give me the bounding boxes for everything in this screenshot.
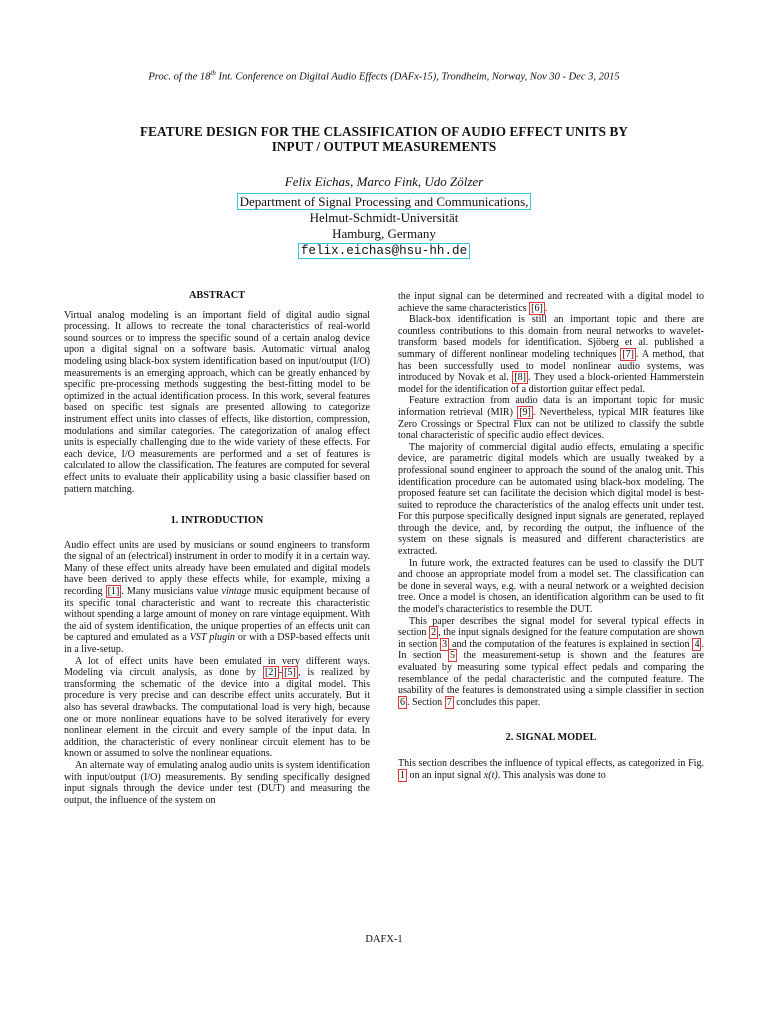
right-paragraph-0: the input signal can be determined and recreated with a digital model to achieve the same characteristics [6] . xyxy=(398,291,704,314)
citation-link[interactable]: [8] xyxy=(514,372,526,384)
header-text: Proc. of the 18 xyxy=(148,71,211,83)
right-paragraph-5: This paper describes the signal model for several typical effects in section 2 , the input signals designed for the feature computation are shown in section 3 and the computation of the features is explained in section 4 . In section 5 the measurement-setup is shown and the features are evaluated by measuring some typical effect pedals and comparing the resemblance of the pedal characteristic and the computed feature. The usability of the features is demonstrated using a simple classifier in section 6 . Section 7 concludes this paper. xyxy=(398,615,704,708)
right-paragraph-2: Feature extraction from audio data is an important topic for music information retrieval (MIR) [9] . Nevertheless, typical MIR features like Zero Crossings or Spectral Flux can not be utilized to classify the subtle tonal characteristic of specific audio effect devices. xyxy=(398,395,705,442)
title-line-1: FEATURE DESIGN FOR THE CLASSIFICATION OF AUDIO EFFECT UNITS BY xyxy=(140,124,628,139)
section-link[interactable]: 4 xyxy=(694,638,700,650)
department-link[interactable]: Department of Signal Processing and Communications, xyxy=(237,193,532,210)
section-link[interactable]: 3 xyxy=(442,638,448,650)
introduction-heading: 1. INTRODUCTION xyxy=(170,515,264,527)
citation-link[interactable]: [7] xyxy=(622,348,634,360)
intro-paragraph-1: Audio effect units are used by musicians or sound engineers to transform the signal of an (electrical) instrument in order to modify it in a certain way. Many of these effect units already have been emulated and digital models have been derived to apply these effects while, for example, mixing a recording [1] . Many musicians value vintage music equipment because of its specific tonal characteristic and want to recreate this characteristic without spending a large amount of money on rare vintage equipment. With the aid of system identification, the unique properties of an effects unit can be captured and emulated as a VST plugin or with a DSP-based effects unit in a live-setup. xyxy=(64,539,370,656)
abstract-heading: ABSTRACT xyxy=(188,290,246,301)
signal-model-paragraph: This section describes the influence of typical effects, as categorized in Fig. 1 on an input signal x(t). This analysis was done to xyxy=(398,757,704,781)
citation-link[interactable]: [2] xyxy=(265,667,277,679)
right-column xyxy=(398,291,704,781)
section-link[interactable]: 5 xyxy=(450,650,456,662)
email-link[interactable]: felix.eichas@hsu-hh.de xyxy=(298,243,470,259)
paper-title xyxy=(60,124,708,154)
authors: Felix Eichas, Marco Fink, Udo Zölzer xyxy=(284,174,484,189)
section-link[interactable]: 6 xyxy=(400,696,406,708)
abstract-text: Virtual analog modeling is an important field of digital audio signal processing. It allows to recreate the tonal characteristics of real-world sound sources or to impress the specific sound of a certain analog device upon a digital signal on a software basis. Automatic virtual analog modeling using black-box system identification based on input/output (I/O) measurements is an emerging approach, which can be greatly enhanced by specific pre-processing methods suggesting the best-fitting model to be optimized in the actual identification process. In this work, several features based on specific test signals are presented allowing to categorize instrument effect units into classes of effects, like distortion, compression, modulations and similar categories. The categorization of analog effect units is especially challenging due to the wide variety of these effects. For each device, I/O measurements are performed and a set of features is calculated to allow the classification. The features are computed for several effect units to evaluate their applicability using a basic classifier based on pattern matching. xyxy=(64,309,370,495)
right-paragraph-3: The majority of commercial digital audio effects, emulating a specific device, are parametric digital models which are usually tweaked by a professional sound engineer to approach the sound of the analog unit. This identification procedure can be automated using black-box modeling. The proposed feature set can facilitate the decision which digital model is best-suited to reproduce the characteristics of the analog effects unit under test. For this purpose specifically designed input signals are generated, replayed through the device, and, by recording the output, the influence of the system on these signals is measured and different characteristics are extracted. xyxy=(398,441,704,558)
header-superscript: th xyxy=(210,69,216,77)
citation-link[interactable]: [5] xyxy=(284,667,296,679)
signal-model-heading: 2. SIGNAL MODEL xyxy=(505,732,597,744)
intro-paragraph-2: A lot of effect units have been emulated in very different ways. Modeling via circuit analysis, as done by [2] - [5] , is realized by transforming the schematic of the device into a digital model. This procedure is very precise and can describe effect units accurately. But it also has several drawbacks. The computational load is very high, because one or more nonlinear equations have to be solved iteratively for every nonlinear element in the circuit and every sample of the input data. In addition, the characteristic of every nonlinear circuit element has to be known or assumed to solve the nonlinear equations. xyxy=(64,655,370,760)
section-link[interactable]: 7 xyxy=(446,696,452,708)
conference-header xyxy=(0,69,768,83)
left-column xyxy=(64,290,370,806)
page-footer: DAFX-1 xyxy=(365,934,403,945)
citation-link[interactable]: [1] xyxy=(107,586,120,598)
title-line-2: INPUT / OUTPUT MEASUREMENTS xyxy=(271,139,497,154)
citation-link[interactable]: [9] xyxy=(519,406,531,418)
affiliation xyxy=(0,194,768,259)
header-text-rest: Int. Conference on Digital Audio Effects (DAFx-15), Trondheim, Norway, Nov 30 - Dec 3, 2015 xyxy=(215,71,620,83)
university: Helmut-Schmidt-Universität xyxy=(309,210,459,225)
section-link[interactable]: 2 xyxy=(431,627,437,639)
figure-link[interactable]: 1 xyxy=(400,769,406,781)
city: Hamburg, Germany xyxy=(332,226,436,241)
intro-paragraph-3: An alternate way of emulating analog audio units is system identification with input/output (I/O) measurements. By sending specifically designed input signals through the device under test (DUT) and measuring the output, the influence of the system on xyxy=(64,759,370,806)
right-paragraph-1: Black-box identification is still an important topic and there are countless contributions to this domain from neural networks to wavelet-transform based models for identification. Sjöberg et al. published a summary of different nonlinear modeling techniques [7] . A method, that has been successfully used to model nonlinear audio systems, was introduced by Novak et al. [8] . They used a block-oriented Hammerstein model for the identification of a distortion guitar effect pedal. xyxy=(398,314,704,395)
citation-link[interactable]: [6] xyxy=(531,302,543,314)
right-paragraph-4: In future work, the extracted features can be used to classify the DUT and choose an appropriate model from a model set. The classification can be done in several ways, e.g. with a neural network or a weighted decision tree. Once a model is chosen, an identification algorithm can be used to fit the model's characteristics to resemble the DUT. xyxy=(398,557,704,616)
